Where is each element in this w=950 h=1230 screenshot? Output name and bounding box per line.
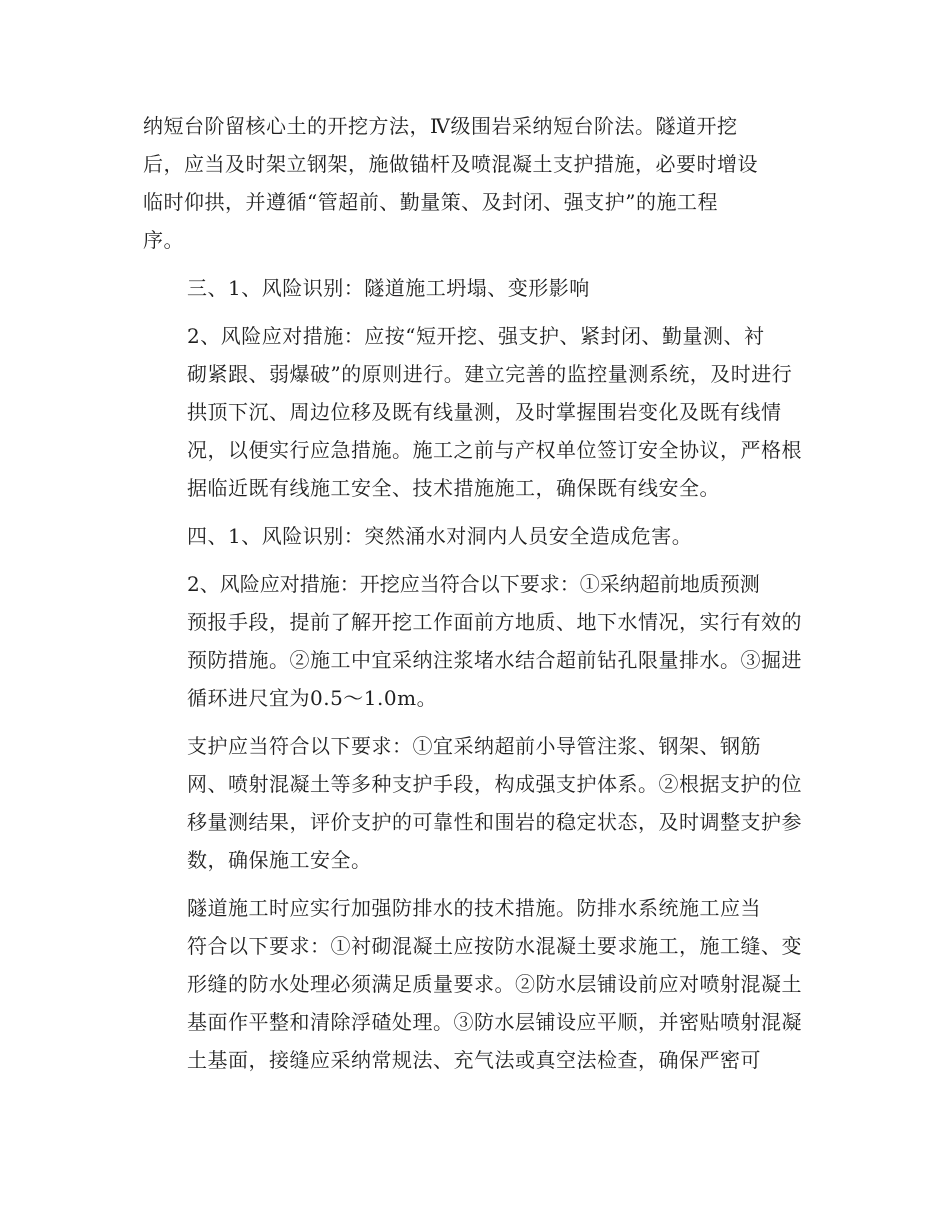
text-line: 2、风险应对措施：应按“短开挖、强支护、紧封闭、勤量测、衬 <box>187 324 765 348</box>
document-body <box>143 107 808 1089</box>
paragraph <box>143 565 808 717</box>
text-line: 据临近既有线施工安全、技术措施施工，确保既有线安全。 <box>187 476 720 500</box>
text-line: 移量测结果，评价支护的可靠性和围岩的稳定状态，及时调整支护参 <box>187 810 802 834</box>
paragraph <box>143 889 808 1079</box>
text-line: 况，以便实行应急措施。施工之前与产权单位签订安全协议，严格根 <box>187 438 802 462</box>
paragraph <box>143 107 808 259</box>
paragraph-section-four-risk <box>143 517 808 555</box>
text-line: 预报手段，提前了解开挖工作面前方地质、地下水情况，实行有效的 <box>187 610 802 634</box>
text-line: 三、1、风险识别：隧道施工坍塌、变形影响 <box>187 276 590 300</box>
text-line: 拱顶下沉、周边位移及既有线量测，及时掌握围岩变化及既有线情 <box>187 400 782 424</box>
text-line: 形缝的防水处理必须满足质量要求。②防水层铺设前应对喷射混凝土 <box>187 972 802 996</box>
paragraph <box>143 727 808 879</box>
text-line: 预防措施。②施工中宜采纳注浆堵水结合超前钻孔限量排水。③掘进 <box>187 648 802 672</box>
text-line: 数，确保施工安全。 <box>187 848 372 872</box>
text-line: 序。 <box>143 228 184 252</box>
text-line: 土基面，接缝应采纳常规法、充气法或真空法检查，确保严密可 <box>187 1048 761 1072</box>
text-line: 后，应当及时架立钢架，施做锚杆及喷混凝土支护措施，必要时增设 <box>143 152 758 176</box>
text-line: 四、1、风险识别：突然涌水对洞内人员安全造成危害。 <box>187 524 693 548</box>
text-line: 临时仰拱，并遵循“管超前、勤量策、及封闭、强支护”的施工程 <box>143 190 718 214</box>
paragraph-section-three-risk <box>143 269 808 307</box>
text-line: 2、风险应对措施：开挖应当符合以下要求：①采纳超前地质预测 <box>187 572 760 596</box>
text-line: 支护应当符合以下要求：①宜采纳超前小导管注浆、钢架、钢筋 <box>187 734 761 758</box>
text-line: 隧道施工时应实行加强防排水的技术措施。防排水系统施工应当 <box>187 896 761 920</box>
text-line: 纳短台阶留核心土的开挖方法，Ⅳ级围岩采纳短台阶法。隧道开挖 <box>143 114 738 138</box>
text-line: 网、喷射混凝土等多种支护手段，构成强支护体系。②根据支护的位 <box>187 772 802 796</box>
text-line: 符合以下要求：①衬砌混凝土应按防水混凝土要求施工，施工缝、变 <box>187 934 802 958</box>
text-line: 砌紧跟、弱爆破”的原则进行。建立完善的监控量测系统，及时进行 <box>187 362 793 386</box>
paragraph <box>143 317 808 507</box>
text-line: 基面作平整和清除浮碴处理。③防水层铺设应平顺，并密贴喷射混凝 <box>187 1010 802 1034</box>
text-line: 循环进尺宜为0.5～1.0m。 <box>187 686 438 710</box>
